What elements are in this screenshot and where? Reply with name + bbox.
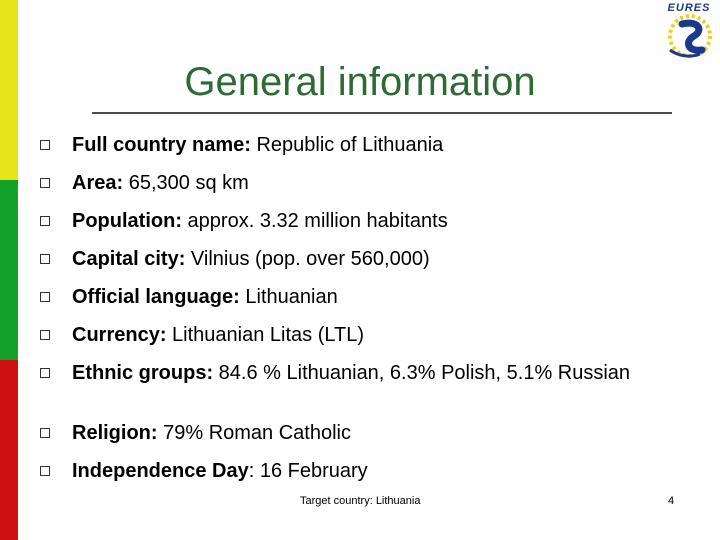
page-number: 4 <box>668 495 675 507</box>
bullet-separator: : <box>233 286 240 308</box>
bullet-square-icon <box>40 330 50 340</box>
logo-text: EURES <box>667 2 711 14</box>
bullet-value: Republic of Lithuania <box>250 134 444 156</box>
eures-logo <box>660 2 718 60</box>
bullet-label: Full country name <box>72 134 245 156</box>
bullet-separator: : <box>150 422 158 444</box>
flag-stripe-yellow <box>0 0 18 180</box>
bullet-value: 65,300 sq km <box>123 172 249 194</box>
bullet-label: Capital city <box>72 248 179 270</box>
bullet-label: Population <box>72 210 176 232</box>
bullet-separator: : <box>175 210 182 232</box>
bullet-square-icon <box>40 368 50 378</box>
bullet-label: Independence Day <box>72 460 249 482</box>
bullet-square-icon <box>40 216 50 226</box>
bullet-label: Religion <box>72 422 151 444</box>
bullet-separator: : <box>206 362 214 384</box>
bullet-value: approx. 3.32 million habitants <box>182 210 448 232</box>
bullet-label: Ethnic groups <box>72 362 207 384</box>
bullet-value: Lithuanian <box>239 286 338 308</box>
bullet-value: 16 February <box>254 460 368 482</box>
bullet-value: 79% Roman Catholic <box>157 422 351 444</box>
bullet-label: Currency <box>72 324 160 346</box>
bullet-square-icon <box>40 140 50 150</box>
bullet-value: 84.6 % Lithuanian, 6.3% Polish, 5.1% Russian <box>213 362 631 384</box>
bullet-square-icon <box>40 428 50 438</box>
bullet-separator: : <box>244 134 251 156</box>
bullet-square-icon <box>40 292 50 302</box>
bullet-separator: : <box>159 324 167 346</box>
bullet-square-icon <box>40 466 50 476</box>
footer-text: Target country: Lithuania <box>300 495 421 507</box>
flag-stripe-red <box>0 360 18 540</box>
bullet-label: Area <box>72 172 117 194</box>
flag-stripe-green <box>0 180 18 360</box>
title-divider <box>92 112 672 114</box>
bullet-value: Vilnius (pop. over 560,000) <box>185 248 430 270</box>
bullet-label: Official language <box>72 286 234 308</box>
bullet-square-icon <box>40 178 50 188</box>
bullet-square-icon <box>40 254 50 264</box>
bullet-value: Lithuanian Litas (LTL) <box>166 324 365 346</box>
bullet-separator: : <box>248 460 255 482</box>
bullet-separator: : <box>116 172 124 194</box>
bullet-separator: : <box>178 248 186 270</box>
slide-title: General information <box>184 60 536 104</box>
